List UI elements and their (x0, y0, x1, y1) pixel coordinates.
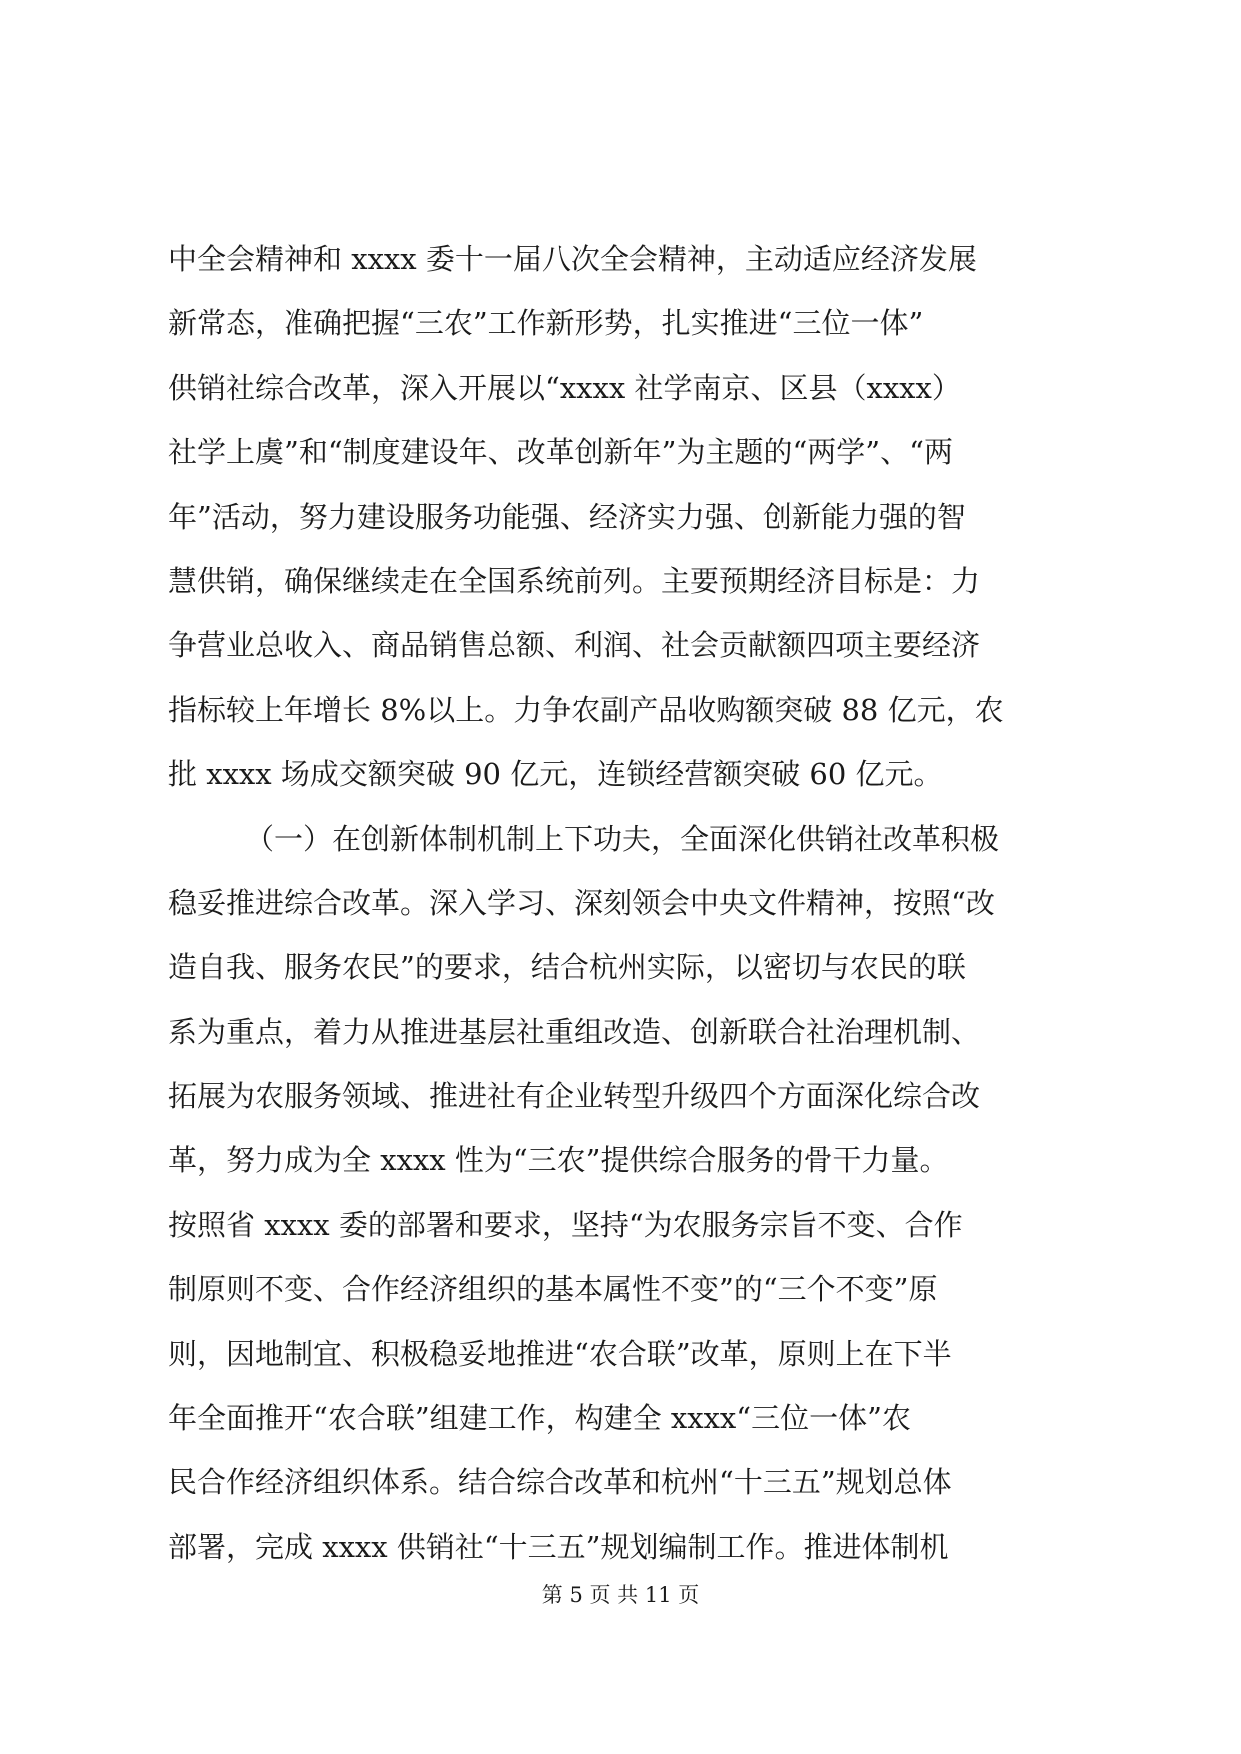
text-line: 制原则不变、合作经济组织的基本属性不变”的“三个不变”原 (168, 1272, 938, 1307)
text-line: 部署，完成 xxxx 供销社“十三五”规划编制工作。推进体制机 (168, 1529, 949, 1564)
text-line: 慧供销，确保继续走在全国系统前列。主要预期经济目标是：力 (168, 563, 981, 598)
text-line: 革，努力成为全 xxxx 性为“三农”提供综合服务的骨干力量。 (168, 1143, 949, 1178)
text-line: 中全会精神和 xxxx 委十一届八次全会精神，主动适应经济发展 (168, 242, 977, 276)
body-text (168, 227, 1073, 1579)
text-line: 社学上虞”和“制度建设年、改革创新年”为主题的“两学”、“两 (168, 435, 953, 470)
text-line: 系为重点，着力从推进基层社重组改造、创新联合社治理机制、 (168, 1014, 981, 1049)
page-number: 第 5 页 共 11 页 (541, 1583, 700, 1607)
text-line: 按照省 xxxx 委的部署和要求，坚持“为农服务宗旨不变、合作 (168, 1207, 963, 1242)
text-line: 指标较上年增长 8%以上。力争农副产品收购额突破 88 亿元，农 (168, 692, 1004, 727)
text-line: 批 xxxx 场成交额突破 90 亿元，连锁经营额突破 60 亿元。 (168, 757, 943, 792)
text-line: 则，因地制宜、积极稳妥地推进“农合联”改革，原则上在下半 (168, 1336, 952, 1371)
text-line: 争营业总收入、商品销售总额、利润、社会贡献额四项主要经济 (168, 628, 981, 663)
text-line: 供销社综合改革，深入开展以“xxxx 社学南京、区县（xxxx） (168, 370, 961, 405)
text-line: 民合作经济组织体系。结合综合改革和杭州“十三五”规划总体 (168, 1465, 952, 1500)
text-line: 年全面推开“农合联”组建工作，构建全 xxxx“三位一体”农 (168, 1401, 911, 1436)
text-line: 拓展为农服务领域、推进社有企业转型升级四个方面深化综合改 (168, 1079, 981, 1114)
text-line: 年”活动，努力建设服务功能强、经济实力强、创新能力强的智 (168, 499, 966, 534)
text-line: 新常态，准确把握“三农”工作新形势，扎实推进“三位一体” (168, 306, 924, 341)
paragraph-start-line: （一）在创新体制机制上下功夫，全面深化供销社改革积极 (245, 821, 1000, 856)
text-line: 稳妥推进综合改革。深入学习、深刻领会中央文件精神，按照“改 (168, 885, 995, 920)
text-line: 造自我、服务农民”的要求，结合杭州实际，以密切与农民的联 (168, 950, 966, 985)
